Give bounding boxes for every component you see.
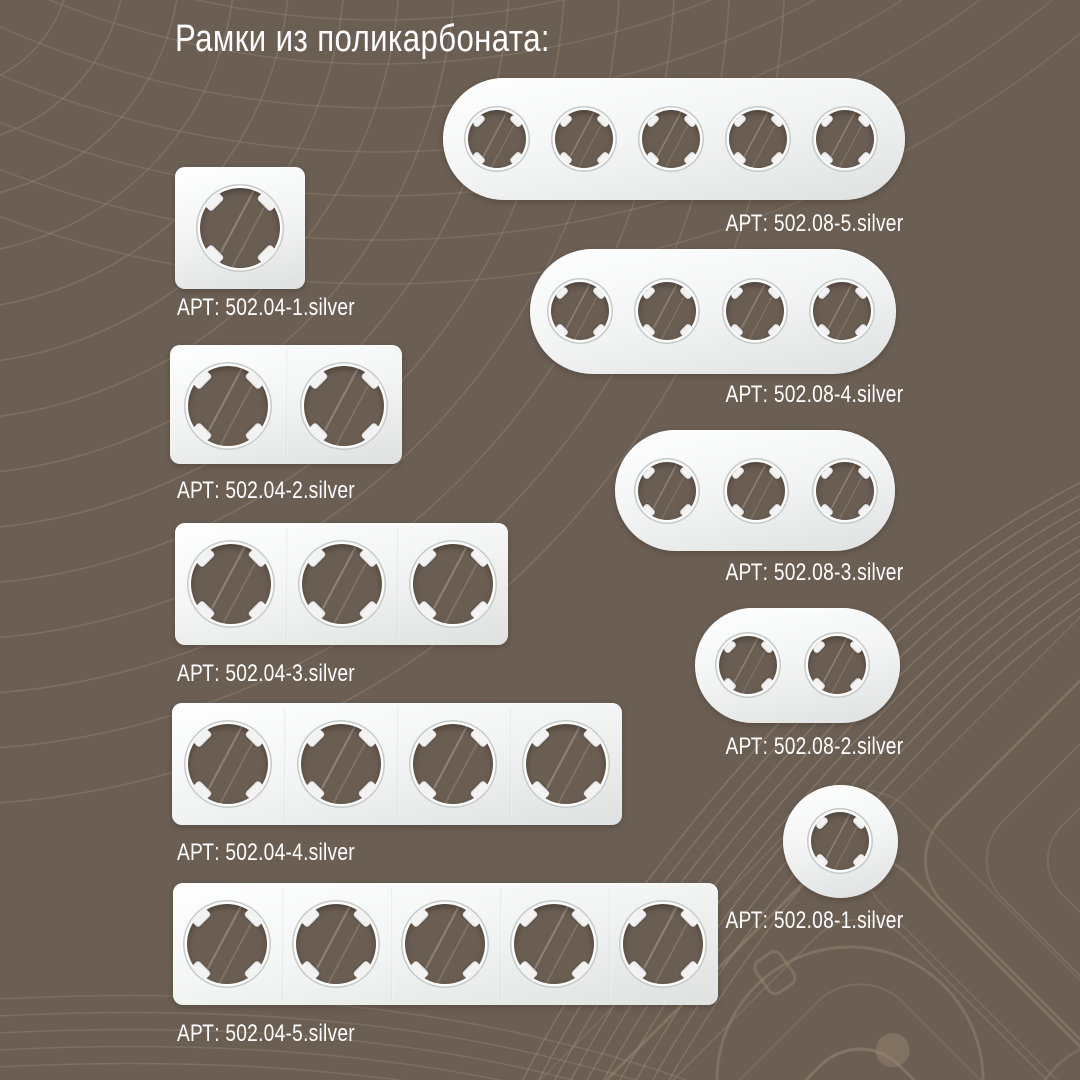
mounting-tab-shape	[192, 728, 213, 749]
socket-opening	[813, 282, 871, 340]
socket-opening	[413, 544, 493, 624]
art-label-502-08-3: АРТ: 502.08-3.silver	[725, 559, 903, 586]
mounting-tab-shape	[582, 780, 603, 801]
mounting-tab-shape	[767, 466, 781, 480]
mounting-tab-shape	[767, 502, 781, 516]
art-label-502-08-1: АРТ: 502.08-1.silver	[725, 907, 903, 934]
mounting-tab-shape	[856, 466, 870, 480]
mounting-tab-shape	[191, 960, 212, 981]
socket-opening	[468, 110, 526, 168]
frame-seam	[500, 888, 502, 1000]
mounting-tab-shape	[595, 150, 609, 164]
frame-image-502-08-1	[783, 785, 898, 898]
mounting-tab-shape	[642, 502, 656, 516]
mounting-tab-shape	[352, 908, 373, 929]
mounting-tab-shape	[570, 908, 591, 929]
mounting-tab-shape	[815, 816, 829, 830]
socket-opening	[304, 366, 384, 446]
mounting-tab-shape	[820, 114, 834, 128]
mounting-tab-shape	[305, 780, 326, 801]
mounting-tab-shape	[851, 852, 865, 866]
mounting-tab-shape	[305, 728, 326, 749]
mounting-tab-shape	[559, 114, 573, 128]
mounting-tab-shape	[646, 150, 660, 164]
mounting-tab-shape	[192, 370, 213, 391]
mounting-tab-shape	[723, 676, 737, 690]
socket-opening	[188, 366, 268, 446]
mounting-tab-shape	[308, 422, 329, 443]
frame-image-502-04-3	[175, 523, 508, 645]
mounting-tab-shape	[642, 322, 656, 336]
mounting-tab-shape	[244, 728, 265, 749]
mounting-tab-shape	[678, 286, 692, 300]
frame-image-502-08-2	[695, 608, 900, 723]
frame-image-502-04-1	[175, 167, 305, 289]
socket-opening	[191, 544, 271, 624]
frame-image-502-04-2	[170, 345, 402, 464]
mounting-tab-shape	[759, 676, 773, 690]
socket-opening	[526, 724, 606, 804]
socket-opening	[811, 812, 869, 870]
mounting-tab-shape	[678, 502, 692, 516]
mounting-tab-shape	[555, 286, 569, 300]
mounting-tab-shape	[409, 908, 430, 929]
mounting-tab-shape	[195, 548, 216, 569]
frame-seam	[510, 708, 512, 820]
socket-opening	[188, 724, 268, 804]
frame-seam	[282, 888, 284, 1000]
mounting-tab-shape	[247, 600, 268, 621]
mounting-tab-shape	[733, 114, 747, 128]
mounting-tab-shape	[409, 960, 430, 981]
frame-image-502-08-3	[615, 430, 895, 551]
mounting-tab-shape	[192, 780, 213, 801]
frame-seam	[391, 888, 393, 1000]
art-label-502-04-4: АРТ: 502.04-4.silver	[177, 839, 355, 866]
mounting-tab-shape	[555, 322, 569, 336]
mounting-tab-shape	[817, 286, 831, 300]
frame-image-502-08-5	[443, 78, 905, 200]
mounting-tab-shape	[678, 322, 692, 336]
mounting-tab-shape	[820, 466, 834, 480]
art-label-502-04-3: АРТ: 502.04-3.silver	[177, 660, 355, 687]
mounting-tab-shape	[730, 322, 744, 336]
mounting-tab-shape	[570, 960, 591, 981]
mounting-tab-shape	[472, 114, 486, 128]
mounting-tab-shape	[642, 286, 656, 300]
mounting-tab-shape	[243, 908, 264, 929]
frame-seam	[286, 528, 288, 640]
art-label-502-04-5: АРТ: 502.04-5.silver	[177, 1020, 355, 1047]
frame-image-502-08-4	[530, 249, 896, 374]
mounting-tab-shape	[306, 600, 327, 621]
mounting-tab-shape	[357, 780, 378, 801]
socket-opening	[726, 282, 784, 340]
socket-opening	[302, 544, 382, 624]
mounting-tab-shape	[595, 114, 609, 128]
frame-seam	[397, 708, 399, 820]
mounting-tab-shape	[856, 502, 870, 516]
mounting-tab-shape	[469, 600, 490, 621]
mounting-tab-shape	[582, 728, 603, 749]
socket-opening	[296, 904, 376, 984]
mounting-tab-shape	[646, 114, 660, 128]
mounting-tab-shape	[820, 150, 834, 164]
mounting-tab-shape	[682, 150, 696, 164]
socket-opening	[808, 636, 866, 694]
frame-seam	[397, 528, 399, 640]
mounting-tab-shape	[518, 960, 539, 981]
mounting-tab-shape	[204, 244, 225, 265]
mounting-tab-shape	[508, 114, 522, 128]
socket-opening	[719, 636, 777, 694]
mounting-tab-shape	[530, 780, 551, 801]
mounting-tab-shape	[417, 780, 438, 801]
mounting-tab-shape	[851, 816, 865, 830]
socket-opening	[623, 904, 703, 984]
mounting-tab-shape	[360, 370, 381, 391]
frame-seam	[286, 350, 288, 459]
mounting-tab-shape	[733, 150, 747, 164]
mounting-tab-shape	[204, 192, 225, 213]
mounting-tab-shape	[243, 960, 264, 981]
mounting-tab-shape	[769, 150, 783, 164]
mounting-tab-shape	[530, 728, 551, 749]
mounting-tab-shape	[815, 852, 829, 866]
mounting-tab-shape	[308, 370, 329, 391]
mounting-tab-shape	[679, 908, 700, 929]
mounting-tab-shape	[256, 192, 277, 213]
mounting-tab-shape	[856, 150, 870, 164]
mounting-tab-shape	[518, 908, 539, 929]
mounting-tab-shape	[358, 600, 379, 621]
socket-opening	[642, 110, 700, 168]
mounting-tab-shape	[731, 502, 745, 516]
art-label-502-08-2: АРТ: 502.08-2.silver	[725, 733, 903, 760]
mounting-tab-shape	[848, 676, 862, 690]
mounting-tab-shape	[723, 640, 737, 654]
mounting-tab-shape	[678, 466, 692, 480]
mounting-tab-shape	[627, 960, 648, 981]
mounting-tab-shape	[812, 676, 826, 690]
mounting-tab-shape	[300, 960, 321, 981]
mounting-tab-shape	[472, 150, 486, 164]
socket-opening	[405, 904, 485, 984]
mounting-tab-shape	[256, 244, 277, 265]
mounting-tab-shape	[682, 114, 696, 128]
mounting-tab-shape	[461, 908, 482, 929]
mounting-tab-shape	[731, 466, 745, 480]
mounting-tab-shape	[730, 286, 744, 300]
socket-opening	[638, 462, 696, 520]
mounting-tab-shape	[817, 322, 831, 336]
mounting-tab-shape	[469, 728, 490, 749]
mounting-tab-shape	[508, 150, 522, 164]
mounting-tab-shape	[352, 960, 373, 981]
mounting-tab-shape	[856, 114, 870, 128]
mounting-tab-shape	[191, 908, 212, 929]
mounting-tab-shape	[769, 114, 783, 128]
socket-opening	[727, 462, 785, 520]
mounting-tab-shape	[853, 286, 867, 300]
mounting-tab-shape	[679, 960, 700, 981]
mounting-tab-shape	[417, 548, 438, 569]
mounting-tab-shape	[360, 422, 381, 443]
socket-opening	[514, 904, 594, 984]
mounting-tab-shape	[300, 908, 321, 929]
mounting-tab-shape	[247, 548, 268, 569]
art-label-502-04-1: АРТ: 502.04-1.silver	[177, 294, 355, 321]
frame-seam	[284, 708, 286, 820]
mounting-tab-shape	[357, 728, 378, 749]
mounting-tab-shape	[306, 548, 327, 569]
mounting-tab-shape	[195, 600, 216, 621]
mounting-tab-shape	[244, 780, 265, 801]
socket-opening	[187, 904, 267, 984]
socket-opening	[555, 110, 613, 168]
mounting-tab-shape	[759, 640, 773, 654]
mounting-tab-shape	[642, 466, 656, 480]
socket-opening	[816, 462, 874, 520]
mounting-tab-shape	[627, 908, 648, 929]
mounting-tab-shape	[853, 322, 867, 336]
socket-opening	[301, 724, 381, 804]
art-label-502-08-4: АРТ: 502.08-4.silver	[725, 381, 903, 408]
mounting-tab-shape	[417, 600, 438, 621]
mounting-tab-shape	[461, 960, 482, 981]
socket-opening	[413, 724, 493, 804]
art-label-502-08-5: АРТ: 502.08-5.silver	[725, 210, 903, 237]
mounting-tab-shape	[766, 286, 780, 300]
mounting-tab-shape	[559, 150, 573, 164]
mounting-tab-shape	[848, 640, 862, 654]
socket-opening	[200, 188, 280, 268]
mounting-tab-shape	[417, 728, 438, 749]
mounting-tab-shape	[766, 322, 780, 336]
frame-image-502-04-4	[172, 703, 622, 825]
mounting-tab-shape	[244, 370, 265, 391]
mounting-tab-shape	[358, 548, 379, 569]
mounting-tab-shape	[469, 780, 490, 801]
frame-image-502-04-5	[173, 883, 718, 1005]
mounting-tab-shape	[591, 286, 605, 300]
socket-opening	[816, 110, 874, 168]
socket-opening	[729, 110, 787, 168]
art-label-502-04-2: АРТ: 502.04-2.silver	[177, 477, 355, 504]
mounting-tab-shape	[812, 640, 826, 654]
socket-opening	[551, 282, 609, 340]
socket-opening	[638, 282, 696, 340]
mounting-tab-shape	[820, 502, 834, 516]
page-title: Рамки из поликарбоната:	[175, 18, 551, 60]
frame-seam	[609, 888, 611, 1000]
mounting-tab-shape	[591, 322, 605, 336]
mounting-tab-shape	[469, 548, 490, 569]
mounting-tab-shape	[244, 422, 265, 443]
mounting-tab-shape	[192, 422, 213, 443]
